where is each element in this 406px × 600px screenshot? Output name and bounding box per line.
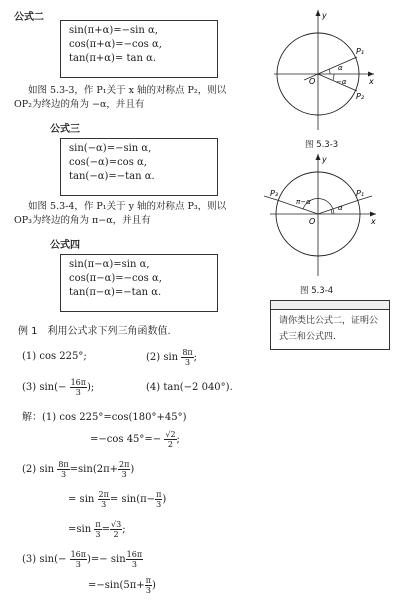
solution-2-denominator: 3	[60, 470, 67, 479]
formula4-box	[60, 254, 218, 312]
solution-2-eq2-denominator-2: 3	[156, 500, 162, 509]
side-note	[270, 300, 390, 350]
side-note-text: 请你类比公式二，证明公式三和公式四.	[279, 316, 379, 342]
solution-2-line-2: = sin $\frac{2\pi}{3}$ = sin(π− $\frac{\pi}{3}$ )	[68, 490, 167, 509]
question-1: (1) cos 225°;	[22, 351, 87, 362]
question-3-numerator: 16π	[70, 378, 87, 387]
question-4: (4) tan(−2 040°).	[146, 382, 233, 393]
solution-2-eq2-a: = sin	[68, 494, 95, 505]
y-label: y	[322, 155, 327, 164]
p3-label: P₃	[270, 189, 279, 198]
x-label: x	[371, 217, 376, 226]
neg-alpha-label: −α	[336, 78, 347, 86]
angle-alpha-arc	[331, 209, 332, 214]
question-2: (2) sin $\frac{8\pi}{3}$ ;	[146, 348, 198, 367]
angle-alpha-arc	[329, 69, 330, 74]
solution-2-eq3-b: =	[101, 524, 110, 535]
solution-2-label: (2) sin	[22, 464, 55, 475]
alpha-label: α	[338, 64, 343, 72]
figure-5-3-3-caption: 图 5.3-3	[305, 140, 339, 150]
question-3-suffix: );	[87, 382, 95, 393]
solution-1-line-2-text: =−cos 45°=−	[90, 434, 162, 445]
solution-3-line-2: =−sin(5π+ $\frac{\pi}{3}$ )	[88, 576, 156, 595]
solution-2-eq1: =sin(2π+	[69, 464, 119, 475]
formula2-box	[60, 20, 218, 78]
solution-3-eq2-a: =−sin(5π+	[88, 580, 145, 591]
solution-2-eq2-b: = sin(π−	[109, 494, 156, 505]
question-2-prefix: (2) sin	[146, 352, 179, 363]
question-2-denominator: 3	[184, 358, 191, 367]
side-note-header	[271, 301, 389, 310]
formula3-line-1: sin(−α)=−sin α,	[69, 143, 152, 154]
figure-5-3-3	[268, 8, 380, 138]
figure-5-3-4	[262, 152, 382, 284]
x-axis-arrow	[370, 212, 376, 217]
x-label: x	[369, 77, 374, 86]
y-axis-arrow	[316, 154, 321, 160]
solution-1-numerator: √2	[165, 430, 176, 439]
formula4-heading: 公式四	[50, 240, 80, 251]
solution-3-eq1-denominator: 3	[131, 560, 137, 569]
solution-3-line-1	[22, 550, 143, 569]
solution-2-line-1: (2) sin $\frac{8\pi}{3}$ =sin(2π+ $\frac{2\pi}{3}$ )	[22, 460, 135, 479]
formula2-line-3: tan(π+α)= tan α.	[69, 53, 157, 64]
formula2-heading: 公式二	[14, 12, 44, 23]
question-3	[22, 378, 94, 397]
formula3-line-2: cos(−α)=cos α,	[69, 157, 147, 168]
solution-2-eq3-denominator-2: 2	[113, 530, 119, 539]
alpha-label: α	[338, 204, 343, 212]
example-title: 例 1 利用公式求下列三角函数值.	[18, 326, 171, 337]
question-3-prefix: (3) sin(−	[22, 382, 67, 393]
pi-minus-alpha-label: π−α	[296, 198, 311, 206]
solution-2-numerator: 8π	[58, 460, 69, 469]
y-axis-arrow	[316, 10, 321, 16]
solution-1-line-1: 解：(1) cos 225°=cos(180°+45°)	[22, 412, 187, 423]
p2-label: P₂	[356, 92, 365, 101]
solution-2-eq3-numerator: π	[95, 520, 101, 529]
solution-2-eq2-numerator-2: π	[156, 490, 162, 499]
x-axis-arrow	[368, 72, 374, 77]
solution-3-denominator: 3	[75, 560, 81, 569]
solution-1-denominator: 2	[167, 440, 173, 449]
figure-5-3-4-caption: 图 5.3-4	[300, 286, 334, 296]
p1-label: P₁	[356, 47, 365, 56]
formula2-line-2: cos(π+α)=−cos α,	[69, 39, 162, 50]
solution-3-eq2-numerator: π	[145, 576, 152, 585]
paragraph-2-line-2: OP₃为终边的角为 π−α，并且有	[14, 215, 151, 226]
solution-2-line-3: =sin $\frac{\pi}{3}$ = $\frac{√3}{2}$ ;	[68, 520, 126, 539]
paragraph-1-line-1: 如图 5.3-3，作 P₁关于 x 轴的对称点 P₂，则以	[28, 85, 227, 96]
paragraph-1-line-2: OP₂为终边的角为 −α，并且有	[14, 99, 145, 110]
solution-2-eq3-a: =sin	[68, 524, 92, 535]
solution-3-eq1: )=− sin	[87, 554, 126, 565]
solution-2-eq1-numerator: 2π	[119, 460, 130, 469]
solution-2-eq1-denominator: 3	[121, 470, 127, 479]
formula2-line-1: sin(π+α)=−sin α,	[69, 25, 158, 36]
solution-2-eq2-numerator: 2π	[98, 490, 109, 499]
solution-3-eq1-numerator: 16π	[126, 550, 143, 559]
solution-2-eq3-denominator: 3	[95, 530, 101, 539]
question-3-denominator: 3	[75, 388, 81, 397]
formula3-line-3: tan(−α)=−tan α.	[69, 171, 155, 182]
y-label: y	[322, 11, 327, 20]
formula3-heading: 公式三	[50, 124, 80, 135]
paragraph-2-line-1: 如图 5.3-4，作 P₁关于 y 轴的对称点 P₃，则以	[28, 201, 227, 212]
solution-1-line-2: =−cos 45°=− $\frac{√2}{2}$ ;	[90, 430, 180, 449]
p1-label: P₁	[356, 189, 365, 198]
solution-3-eq2-denominator: 3	[145, 586, 151, 595]
formula4-line-3: tan(π−α)=−tan α.	[69, 287, 162, 298]
formula3-box	[60, 138, 218, 196]
solution-2-eq3-numerator-2: √3	[111, 520, 122, 529]
solution-2-eq2-denominator: 3	[101, 500, 107, 509]
solution-3-numerator: 16π	[70, 550, 87, 559]
formula4-line-2: cos(π−α)=−cos α,	[69, 273, 162, 284]
angle-neg-alpha-arc	[333, 74, 334, 80]
question-2-numerator: 8π	[182, 348, 193, 357]
formula4-line-1: sin(π−α)=sin α,	[69, 259, 150, 270]
origin-label: O	[309, 217, 316, 226]
solution-3-label: (3) sin(−	[22, 554, 67, 565]
origin-label: O	[309, 77, 316, 86]
